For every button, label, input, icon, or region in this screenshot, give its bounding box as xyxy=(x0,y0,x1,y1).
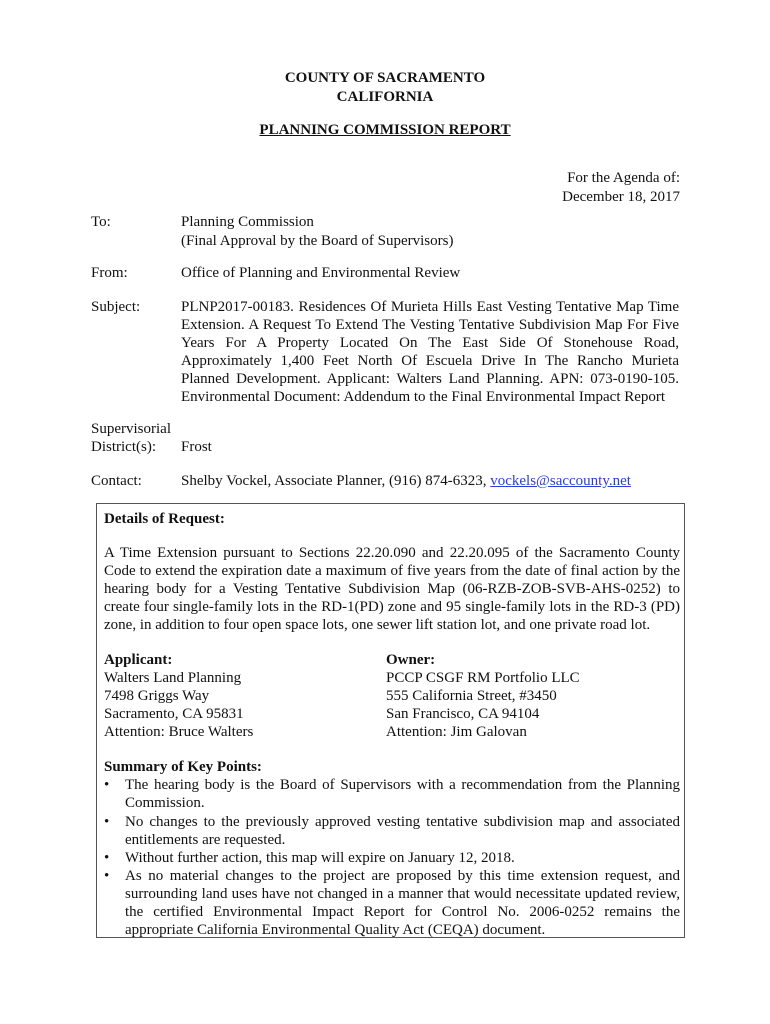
summary-bullet-2 xyxy=(104,813,680,849)
subject-label: Subject: xyxy=(91,299,141,315)
applicant-block xyxy=(104,651,253,741)
bullet-icon: • xyxy=(104,868,110,884)
owner-line-3: San Francisco, CA 94104 xyxy=(386,706,540,722)
applicant-line-1: Walters Land Planning xyxy=(104,670,242,686)
applicant-line-2: 7498 Griggs Way xyxy=(104,688,210,704)
contact-value xyxy=(181,473,631,490)
summary-bullet-3 xyxy=(104,849,680,867)
bullet-icon: • xyxy=(104,814,110,830)
details-body: A Time Extension pursuant to Sections 22.20.090 and 22.20.095 of the Sacramento County Code to extend the expiration date a maximum of five years from the date of final action by the hearing body for a Vesting Tentative Subdivision Map (06-RZB-ZOB-SVB-AHS-0252) to create four single-family lots in the RD-1(PD) zone and 95 single-family lots in the RD-3 (PD) zone, in addition to four open space lots, one sewer lift station lot, and one private road lot. xyxy=(104,545,680,633)
contact-email-link[interactable]: vockels@saccounty.net xyxy=(490,473,631,489)
bullet-icon: • xyxy=(104,850,110,866)
to-label: To: xyxy=(91,214,111,230)
details-box xyxy=(96,503,685,938)
bullet-text: Without further action, this map will expire on January 12, 2018. xyxy=(125,850,515,866)
report-title: PLANNING COMMISSION REPORT xyxy=(259,122,511,138)
owner-heading: Owner: xyxy=(386,652,436,668)
applicant-heading: Applicant: xyxy=(104,652,173,668)
agenda-label: For the Agenda of: xyxy=(567,170,680,186)
summary-bullet-4 xyxy=(104,867,680,939)
bullet-icon: • xyxy=(104,777,110,793)
summary-heading: Summary of Key Points: xyxy=(104,759,262,775)
agenda-date: December 18, 2017 xyxy=(562,189,680,205)
applicant-line-3: Sacramento, CA 95831 xyxy=(104,706,244,722)
district-label-line-1: Supervisorial xyxy=(91,421,171,437)
district-value: Frost xyxy=(181,439,212,455)
summary-bullet-1 xyxy=(104,776,680,812)
owner-block xyxy=(386,651,580,741)
from-label: From: xyxy=(91,265,128,281)
owner-line-2: 555 California Street, #3450 xyxy=(386,688,557,704)
district-label-line-2: District(s): xyxy=(91,439,156,455)
to-line-1: Planning Commission xyxy=(181,214,314,230)
bullet-text: As no material changes to the project are proposed by this time extension request, and surrounding land uses have not changed in a manner that would necessitate updated review, the certified Environmental Impact Report for Control No. 2006-0252 remains the appropriate California Environmental Quality Act (CEQA) document. xyxy=(125,868,680,938)
details-heading: Details of Request: xyxy=(104,511,225,527)
contact-label: Contact: xyxy=(91,473,142,489)
contact-text: Shelby Vockel, Associate Planner, (916) 874-6323, xyxy=(181,473,491,489)
bullet-text: The hearing body is the Board of Supervisors with a recommendation from the Planning Commission. xyxy=(125,777,680,811)
state-heading: CALIFORNIA xyxy=(336,89,434,105)
owner-line-1: PCCP CSGF RM Portfolio LLC xyxy=(386,670,580,686)
bullet-text: No changes to the previously approved vesting tentative subdivision map and associated entitlements are requested. xyxy=(125,814,680,848)
from-value: Office of Planning and Environmental Review xyxy=(181,265,461,281)
applicant-line-4: Attention: Bruce Walters xyxy=(104,724,254,740)
to-line-2: (Final Approval by the Board of Supervisors) xyxy=(181,233,454,249)
owner-line-4: Attention: Jim Galovan xyxy=(386,724,527,740)
subject-value: PLNP2017-00183. Residences Of Murieta Hills East Vesting Tentative Map Time Extension. A Request To Extend The Vesting Tentative Subdivision Map For Five Years For A Property Located On The East Side Of Stonehouse Road, Approximately 1,400 Feet North Of Escuela Drive In The Rancho Murieta Planned Development. Applicant: Walters Land Planning. APN: 073-0190-105. Environmental Document: Addendum to the Final Environmental Impact Report xyxy=(181,299,679,405)
county-heading: COUNTY OF SACRAMENTO xyxy=(284,70,486,86)
